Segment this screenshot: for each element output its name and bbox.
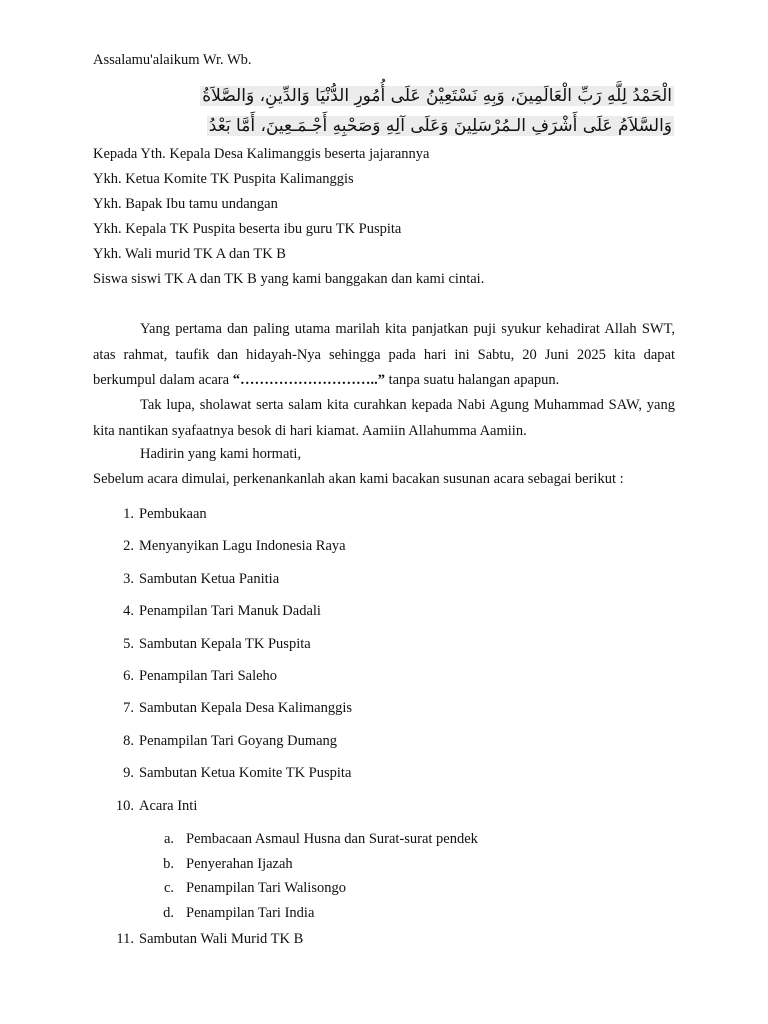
opening-paragraph-text: Yang pertama dan paling utama marilah kita panjatkan puji syukur kehadirat Allah SWT, atas rahmat, taufik dan hidayah-Nya sehingga pada hari ini Sabtu, 20 Juni 2025 kita dapat berkumpul dalam acara — [93, 321, 675, 388]
agenda-number: 7. — [123, 700, 134, 717]
agenda-number: 11. — [116, 931, 134, 947]
event-name-blank: “………………………..” — [232, 372, 385, 388]
subagenda-text: Pembacaan Asmaul Husna dan Surat-surat pendek — [186, 831, 478, 847]
agenda-text: Menyanyikan Lagu Indonesia Raya — [139, 538, 346, 555]
opening-paragraph-end: tanpa suatu halangan apapun. — [384, 372, 560, 388]
greeting: Assalamu'alaikum Wr. Wb. — [93, 52, 252, 68]
opening-paragraph — [93, 317, 675, 394]
subagenda-letter: a. — [163, 831, 174, 847]
agenda-text: Sambutan Wali Murid TK B — [139, 931, 304, 947]
arabic-opening-line-2: وَالسَّلاَمُ عَلَى أَشْرَفِ الـمُرْسَلِينَ وَعَلَى آلِهِ وَصَحْبِهِ أَجْـمَـعِينَ، أَمَّا بَعْدُ — [208, 116, 672, 136]
salutation-line: Ykh. Ketua Komite TK Puspita Kalimanggis — [93, 171, 354, 187]
subagenda-text: Penampilan Tari Walisongo — [186, 880, 346, 897]
subagenda-text: Penampilan Tari India — [186, 905, 315, 922]
agenda-number: 6. — [123, 667, 134, 684]
subagenda-text: Penyerahan Ijazah — [186, 855, 293, 872]
agenda-number: 4. — [123, 603, 134, 620]
salutation-line: Kepada Yth. Kepala Desa Kalimanggis beserta jajarannya — [93, 146, 430, 162]
agenda-number: 5. — [123, 635, 134, 652]
subagenda-letter: d. — [163, 905, 174, 922]
agenda-number: 9. — [123, 765, 134, 782]
agenda-text: Sambutan Kepala TK Puspita — [139, 635, 311, 652]
arabic-opening-line-1: الْحَمْدُ لِلَّهِ رَبِّ الْعَالَمِينَ، وَبِهِ نَسْتَعِيْنُ عَلَى أُمُورِ الدُّنْيَا وَالدِّينِ، وَالصَّلاَةُ — [202, 86, 672, 106]
agenda-number: 10. — [115, 797, 134, 814]
hadirin-line: Hadirin yang kami hormati, — [140, 446, 302, 462]
agenda-text: Penampilan Tari Saleho — [139, 667, 278, 684]
salutation-line: Ykh. Bapak Ibu tamu undangan — [93, 196, 278, 212]
agenda-text: Acara Inti — [139, 797, 198, 814]
agenda-number: 8. — [123, 732, 134, 749]
salutation-line: Ykh. Wali murid TK A dan TK B — [93, 246, 286, 262]
agenda-text: Pembukaan — [139, 506, 207, 522]
agenda-text: Penampilan Tari Goyang Dumang — [139, 732, 338, 749]
agenda-text: Penampilan Tari Manuk Dadali — [139, 603, 321, 620]
subagenda-letter: c. — [163, 880, 174, 897]
subagenda-letter: b. — [163, 855, 174, 872]
agenda-number: 2. — [123, 538, 134, 555]
agenda-text: Sambutan Kepala Desa Kalimanggis — [139, 700, 353, 717]
agenda-intro: Sebelum acara dimulai, perkenankanlah akan kami bacakan susunan acara sebagai berikut : — [93, 471, 624, 487]
agenda-text: Sambutan Ketua Komite TK Puspita — [139, 765, 352, 782]
salutation-line: Ykh. Kepala TK Puspita beserta ibu guru TK Puspita — [93, 221, 402, 237]
sholawat-paragraph: Tak lupa, sholawat serta salam kita curahkan kepada Nabi Agung Muhammad SAW, yang kita nantikan syafaatnya besok di hari kiamat. Aamiin Allahumma Aamiin. — [93, 397, 675, 439]
salutation-line: Siswa siswi TK A dan TK B yang kami banggakan dan kami cintai. — [93, 271, 485, 287]
agenda-number: 1. — [123, 506, 134, 522]
agenda-number: 3. — [123, 570, 134, 587]
agenda-text: Sambutan Ketua Panitia — [139, 570, 280, 587]
